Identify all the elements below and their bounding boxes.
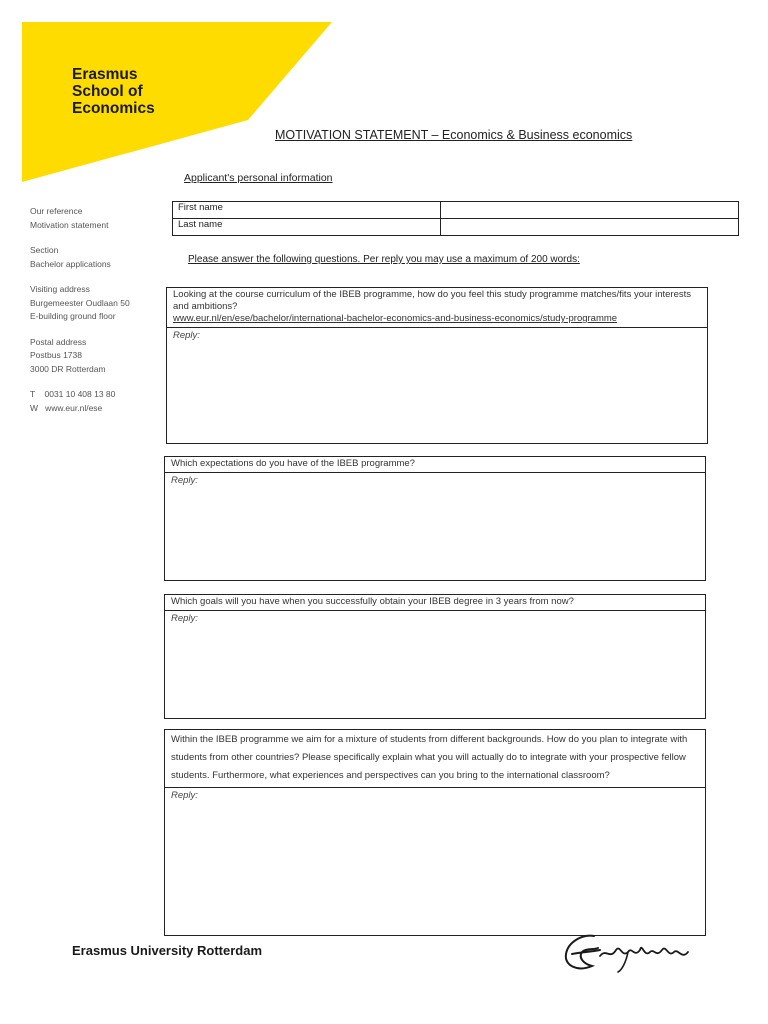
- section-label: Section: [30, 245, 59, 255]
- first-name-label: First name: [173, 202, 441, 219]
- page-title: MOTIVATION STATEMENT – Economics & Business economics: [275, 128, 633, 142]
- question-2-text: Which expectations do you have of the IBEB programme?: [165, 457, 705, 473]
- sidebar-contact-info: [30, 205, 170, 427]
- instructions-text: Please answer the following questions. Per reply you may use a maximum of 200 words:: [188, 254, 580, 265]
- school-logo-text: Erasmus School of Economics: [72, 66, 155, 117]
- question-box-3: [164, 594, 706, 719]
- question-4-text: Within the IBEB programme we aim for a mixture of students from different backgrounds. How do you plan to integrate with students from other countries? Please specifically explain what you will actually do to integrate with your prospective fellow students. Furthermore, what experiences and perspectives can you bring to the international classroom?: [165, 730, 705, 788]
- first-name-field[interactable]: [441, 202, 739, 219]
- reply-label[interactable]: Reply:: [171, 475, 198, 486]
- section-value: Bachelor applications: [30, 258, 111, 269]
- table-row: [173, 219, 739, 236]
- university-name: Erasmus University Rotterdam: [72, 943, 263, 958]
- reply-label[interactable]: Reply:: [171, 790, 198, 801]
- postal-address-line2: 3000 DR Rotterdam: [30, 363, 106, 374]
- question-box-2: [164, 456, 706, 581]
- question-3-text: Which goals will you have when you successfully obtain your IBEB degree in 3 years from now?: [165, 595, 705, 611]
- last-name-field[interactable]: [441, 219, 739, 236]
- study-programme-link[interactable]: www.eur.nl/en/ese/bachelor/international-bachelor-economics-and-business-economics/study-programme: [173, 313, 618, 324]
- table-row: [173, 202, 739, 219]
- visiting-address-line1: Burgemeester Oudlaan 50: [30, 297, 130, 308]
- reply-label[interactable]: Reply:: [173, 330, 200, 341]
- visiting-address-label: Visiting address: [30, 284, 90, 294]
- yellow-header-banner: [0, 0, 340, 190]
- reply-label[interactable]: Reply:: [171, 613, 198, 624]
- website: W www.eur.nl/ese: [30, 402, 103, 413]
- personal-info-heading: Applicant's personal information: [184, 172, 333, 184]
- visiting-address-line2: E-building ground floor: [30, 311, 116, 321]
- postal-address-line1: Postbus 1738: [30, 350, 82, 360]
- phone-number: T 0031 10 408 13 80: [30, 389, 116, 399]
- last-name-label: Last name: [173, 219, 441, 236]
- our-reference-label: Our reference: [30, 206, 83, 216]
- postal-address-label: Postal address: [30, 336, 87, 347]
- question-text: [167, 288, 707, 328]
- personal-info-table: [172, 201, 739, 236]
- question-box-4: [164, 729, 706, 936]
- question-1-text: Looking at the course curriculum of the IBEB programme, how do you feel this study programme matches/fits your interests and ambitions?: [173, 289, 691, 312]
- question-box-1: [166, 287, 708, 444]
- our-reference-value: Motivation statement: [30, 219, 109, 230]
- erasmus-signature-icon: [560, 928, 700, 976]
